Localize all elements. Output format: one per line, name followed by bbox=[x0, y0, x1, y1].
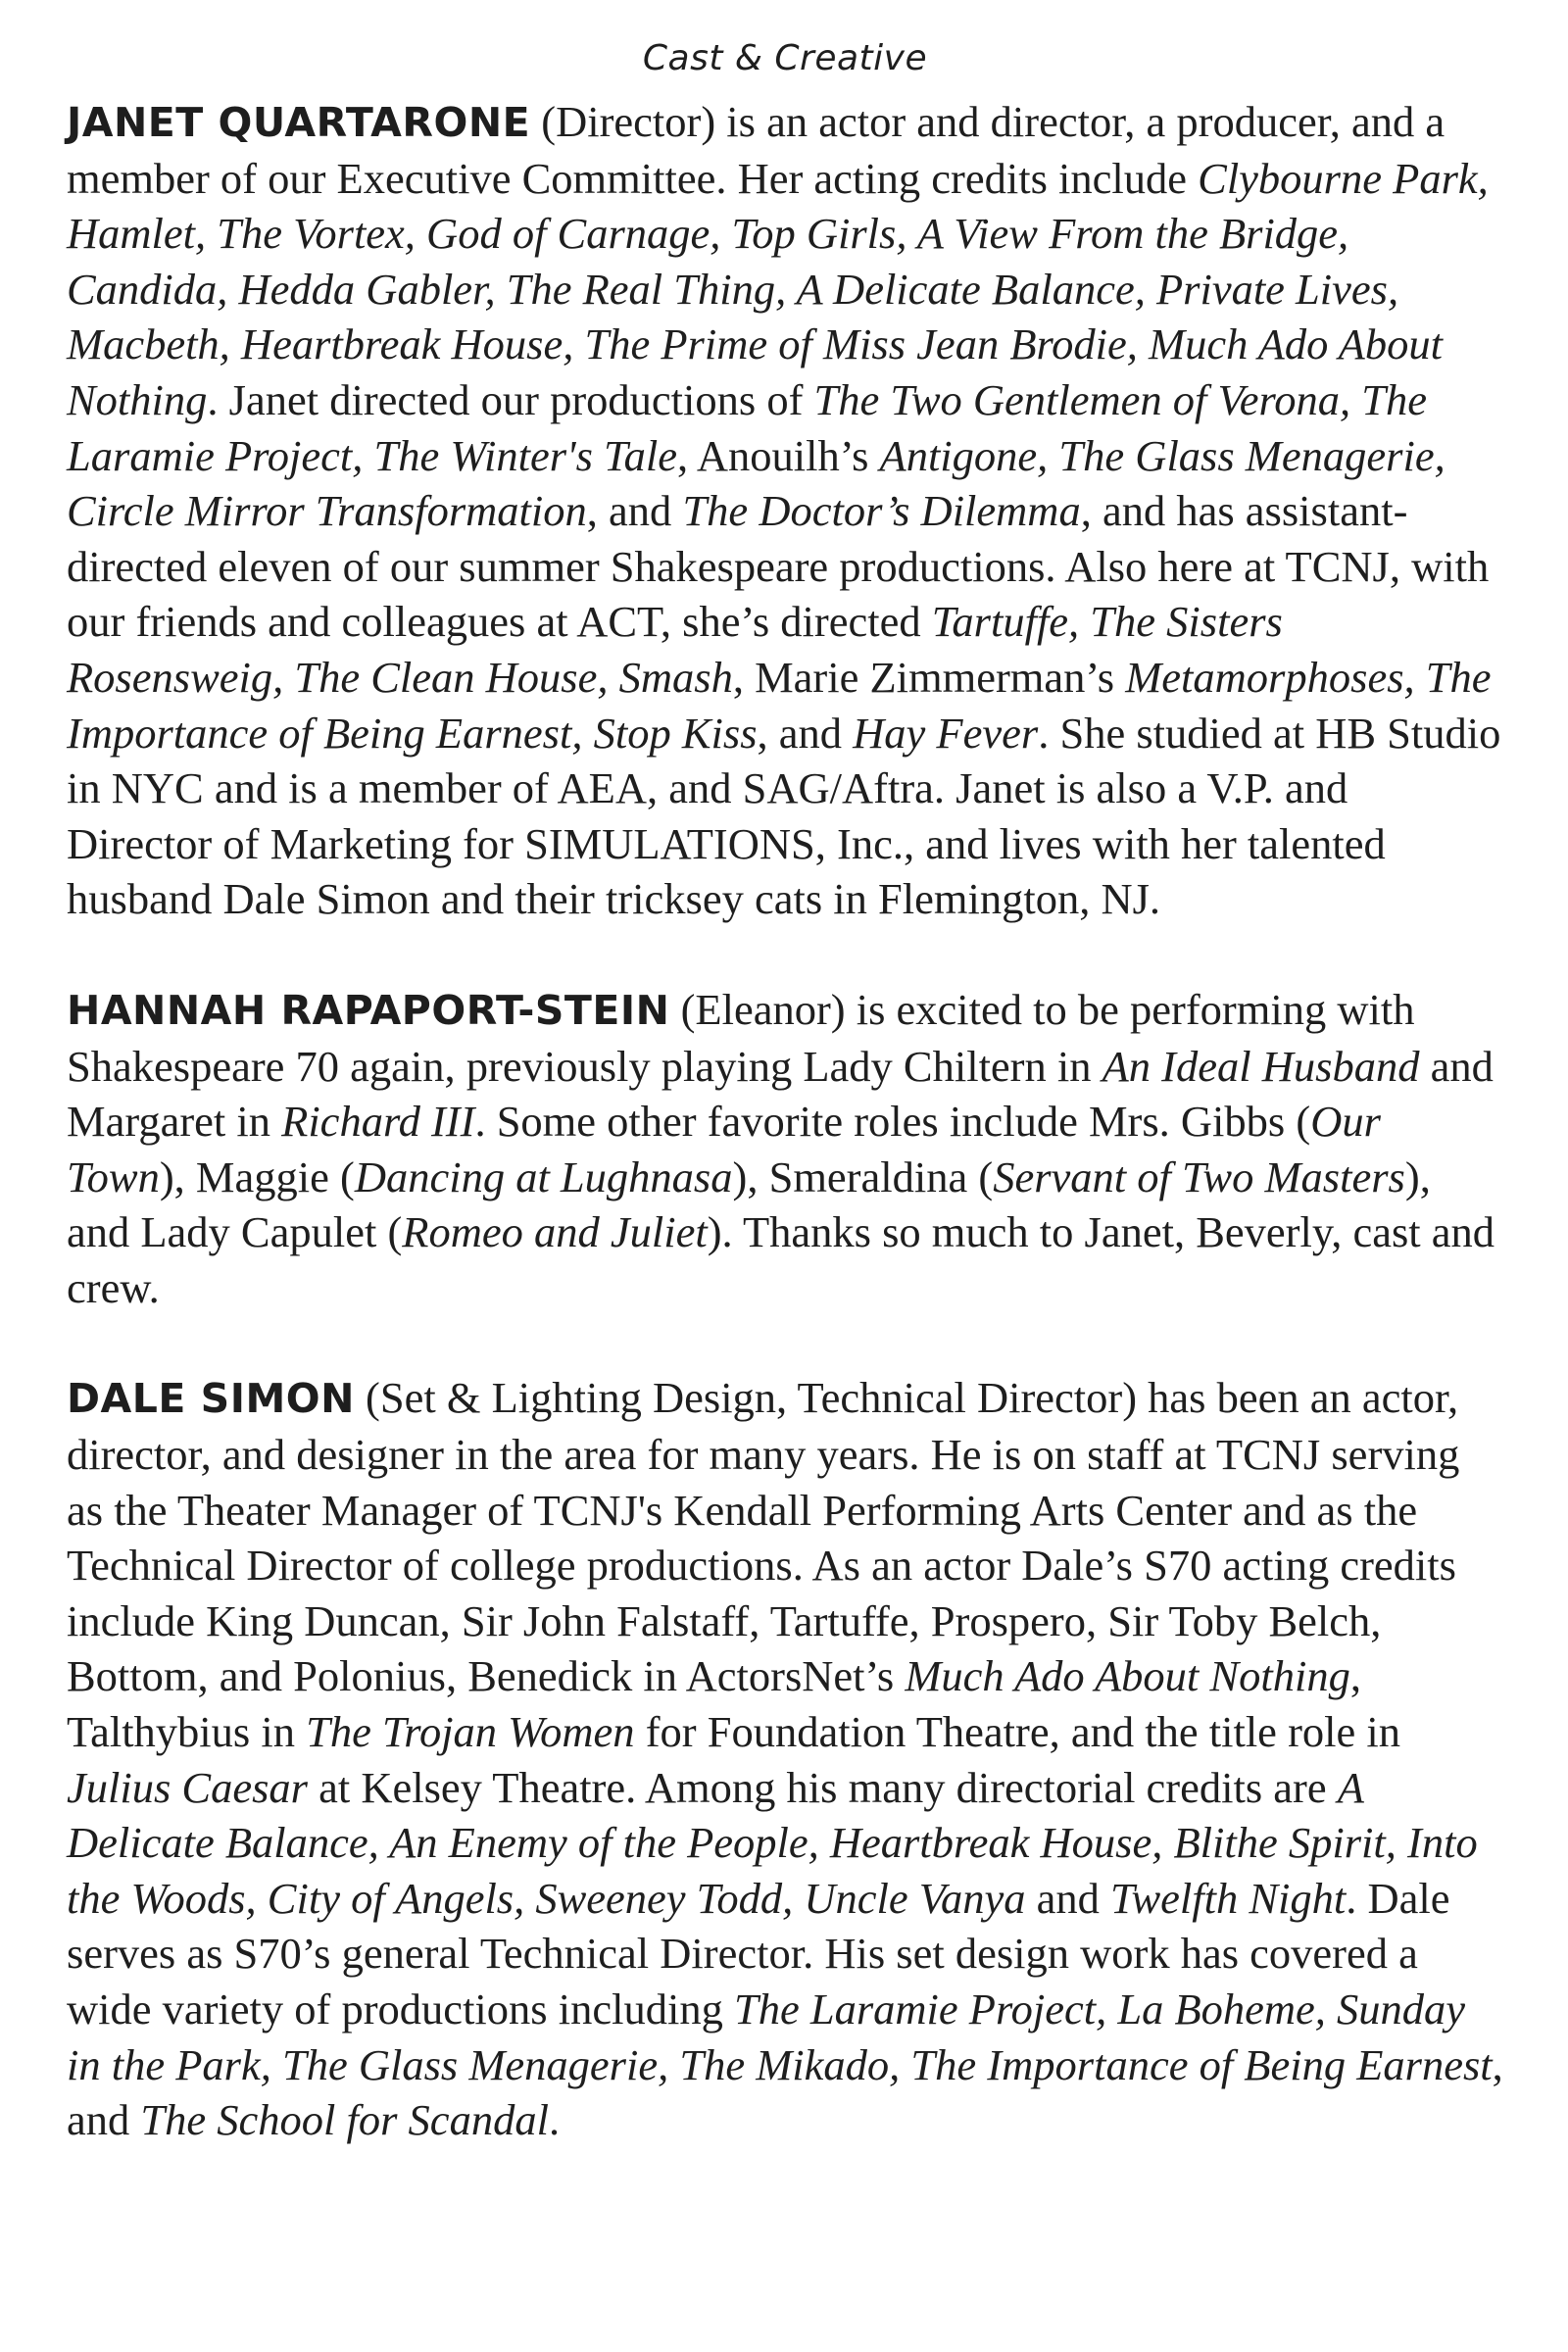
bio-text-run: , Talthybius in bbox=[67, 1651, 1361, 1757]
bio-italic-title: Julius Caesar bbox=[67, 1762, 308, 1812]
bio-text-run: for Foundation Theatre, and the title role in bbox=[634, 1707, 1400, 1757]
bio-name: JANET QUARTARONE bbox=[67, 99, 531, 146]
bio-italic-title: Antigone, The Glass Menagerie, Circle Mirror Transformation bbox=[67, 430, 1446, 536]
bio-italic-title: Romeo and Juliet bbox=[402, 1207, 708, 1257]
bio-text-run: (Eleanor) is excited to be performing with Shakespeare 70 again, previously playing Lady Chiltern in bbox=[67, 984, 1415, 1091]
bio-text-run: ), Smeraldina ( bbox=[732, 1152, 994, 1201]
bio-italic-title: The Trojan Women bbox=[306, 1707, 635, 1757]
bio-janet-quartarone bbox=[67, 94, 1503, 927]
bio-name: HANNAH RAPAPORT-STEIN bbox=[67, 986, 670, 1034]
bio-text-run: , and bbox=[586, 486, 683, 536]
bio-text-run: , and bbox=[757, 708, 854, 758]
bio-italic-title: Metamorphoses, The Importance of Being Earnest, Stop Kiss bbox=[67, 652, 1492, 758]
bio-text-run: (Director) is an actor and director, a producer, and a member of our Executive Committee. Her acting credits include bbox=[67, 97, 1446, 203]
bio-text-run: at Kelsey Theatre. Among his many directorial credits are bbox=[308, 1762, 1338, 1812]
bio-text-run: , and bbox=[67, 2039, 1503, 2145]
bio-text bbox=[67, 97, 1500, 923]
bio-italic-title: Twelfth Night bbox=[1110, 1873, 1347, 1923]
bio-text-run: . bbox=[548, 2095, 561, 2145]
bio-text bbox=[67, 1373, 1503, 2144]
bio-text-run: . Dale serves as S70’s general Technical Director. His set design work has covered a wide variety of productions including bbox=[67, 1873, 1450, 2034]
bio-italic-title: An Ideal Husband bbox=[1102, 1041, 1420, 1091]
bio-italic-title: Clybourne Park, Hamlet, The Vortex, God of Carnage, Top Girls, A View From the Bridge, Candida, Hedda Gabler, The Real Thing, A Delicate Balance, Private Lives, Macbeth, Heartbreak House, The Prime of Miss Jean Brodie, Much Ado About Nothing bbox=[67, 153, 1489, 424]
bio-italic-title: The Doctor’s Dilemma bbox=[682, 486, 1081, 536]
bio-text-run: and bbox=[1025, 1873, 1110, 1923]
bio-hannah-rapaport-stein bbox=[67, 982, 1503, 1316]
bio-text-run: . She studied at HB Studio in NYC and is a member of AEA, and SAG/Aftra. Janet is also a V.P. and Director of Marketing for SIMULATIONS, Inc., and lives with her talented husband Dale Simon and their tricksey cats in Flemington, NJ. bbox=[67, 708, 1501, 924]
bio-name: DALE SIMON bbox=[67, 1375, 355, 1423]
bio-text-run: and Margaret in bbox=[67, 1041, 1494, 1147]
bio-italic-title: The School for Scandal bbox=[140, 2095, 549, 2145]
bio-text bbox=[67, 985, 1494, 1312]
bio-italic-title: Servant of Two Masters bbox=[993, 1152, 1405, 1201]
bio-text-run: , Anouilh’s bbox=[677, 430, 880, 480]
bio-text-run: ), Maggie ( bbox=[159, 1152, 355, 1201]
bio-text-run: ). Thanks so much to Janet, Beverly, cast and crew. bbox=[67, 1207, 1495, 1312]
bio-italic-title: Richard III bbox=[281, 1097, 475, 1147]
bio-italic-title: Tartuffe, The Sisters Rosensweig, The Clean House, Smash bbox=[67, 597, 1283, 702]
bio-dale-simon bbox=[67, 1370, 1503, 2147]
bio-text-run: ), and Lady Capulet ( bbox=[67, 1152, 1431, 1257]
bio-italic-title: The Laramie Project, La Boheme, Sunday in the Park, The Glass Menagerie, The Mikado, The Importance of Being Earnest bbox=[67, 1984, 1493, 2089]
bio-text-run: , Marie Zimmerman’s bbox=[732, 652, 1126, 702]
bio-text-run: . Some other favorite roles include Mrs. Gibbs ( bbox=[474, 1097, 1311, 1147]
bio-text-run: . Janet directed our productions of bbox=[207, 374, 814, 424]
bio-italic-title: The Two Gentlemen of Verona, The Laramie Project, The Winter's Tale bbox=[67, 374, 1427, 480]
bio-italic-title: Dancing at Lughnasa bbox=[354, 1152, 733, 1201]
bio-italic-title: A Delicate Balance, An Enemy of the People, Heartbreak House, Blithe Spirit, Into the Woods, City of Angels, Sweeney Todd, Uncle Vanya bbox=[67, 1762, 1478, 1923]
bio-italic-title: Our Town bbox=[67, 1097, 1381, 1201]
bio-italic-title: Much Ado About Nothing bbox=[905, 1651, 1350, 1701]
page-header: Cast & Creative bbox=[642, 38, 928, 78]
bio-italic-title: Hay Fever bbox=[853, 708, 1039, 758]
bio-text-run: (Set & Lighting Design, Technical Director) has been an actor, director, and designer in the area for many years. He is on staff at TCNJ serving as the Theater Manager of TCNJ's Kendall Performing Arts Center and as the Technical Director of college productions. As an actor Dale’s S70 acting credits include King Duncan, Sir John Falstaff, Tartuffe, Prospero, Sir Toby Belch, Bottom, and Polonius, Benedick in ActorsNet’s bbox=[67, 1373, 1460, 1701]
bio-text-run: , and has assistant-directed eleven of our summer Shakespeare productions. Also here at TCNJ, with our friends and colleagues at ACT, she’s directed bbox=[67, 486, 1490, 647]
